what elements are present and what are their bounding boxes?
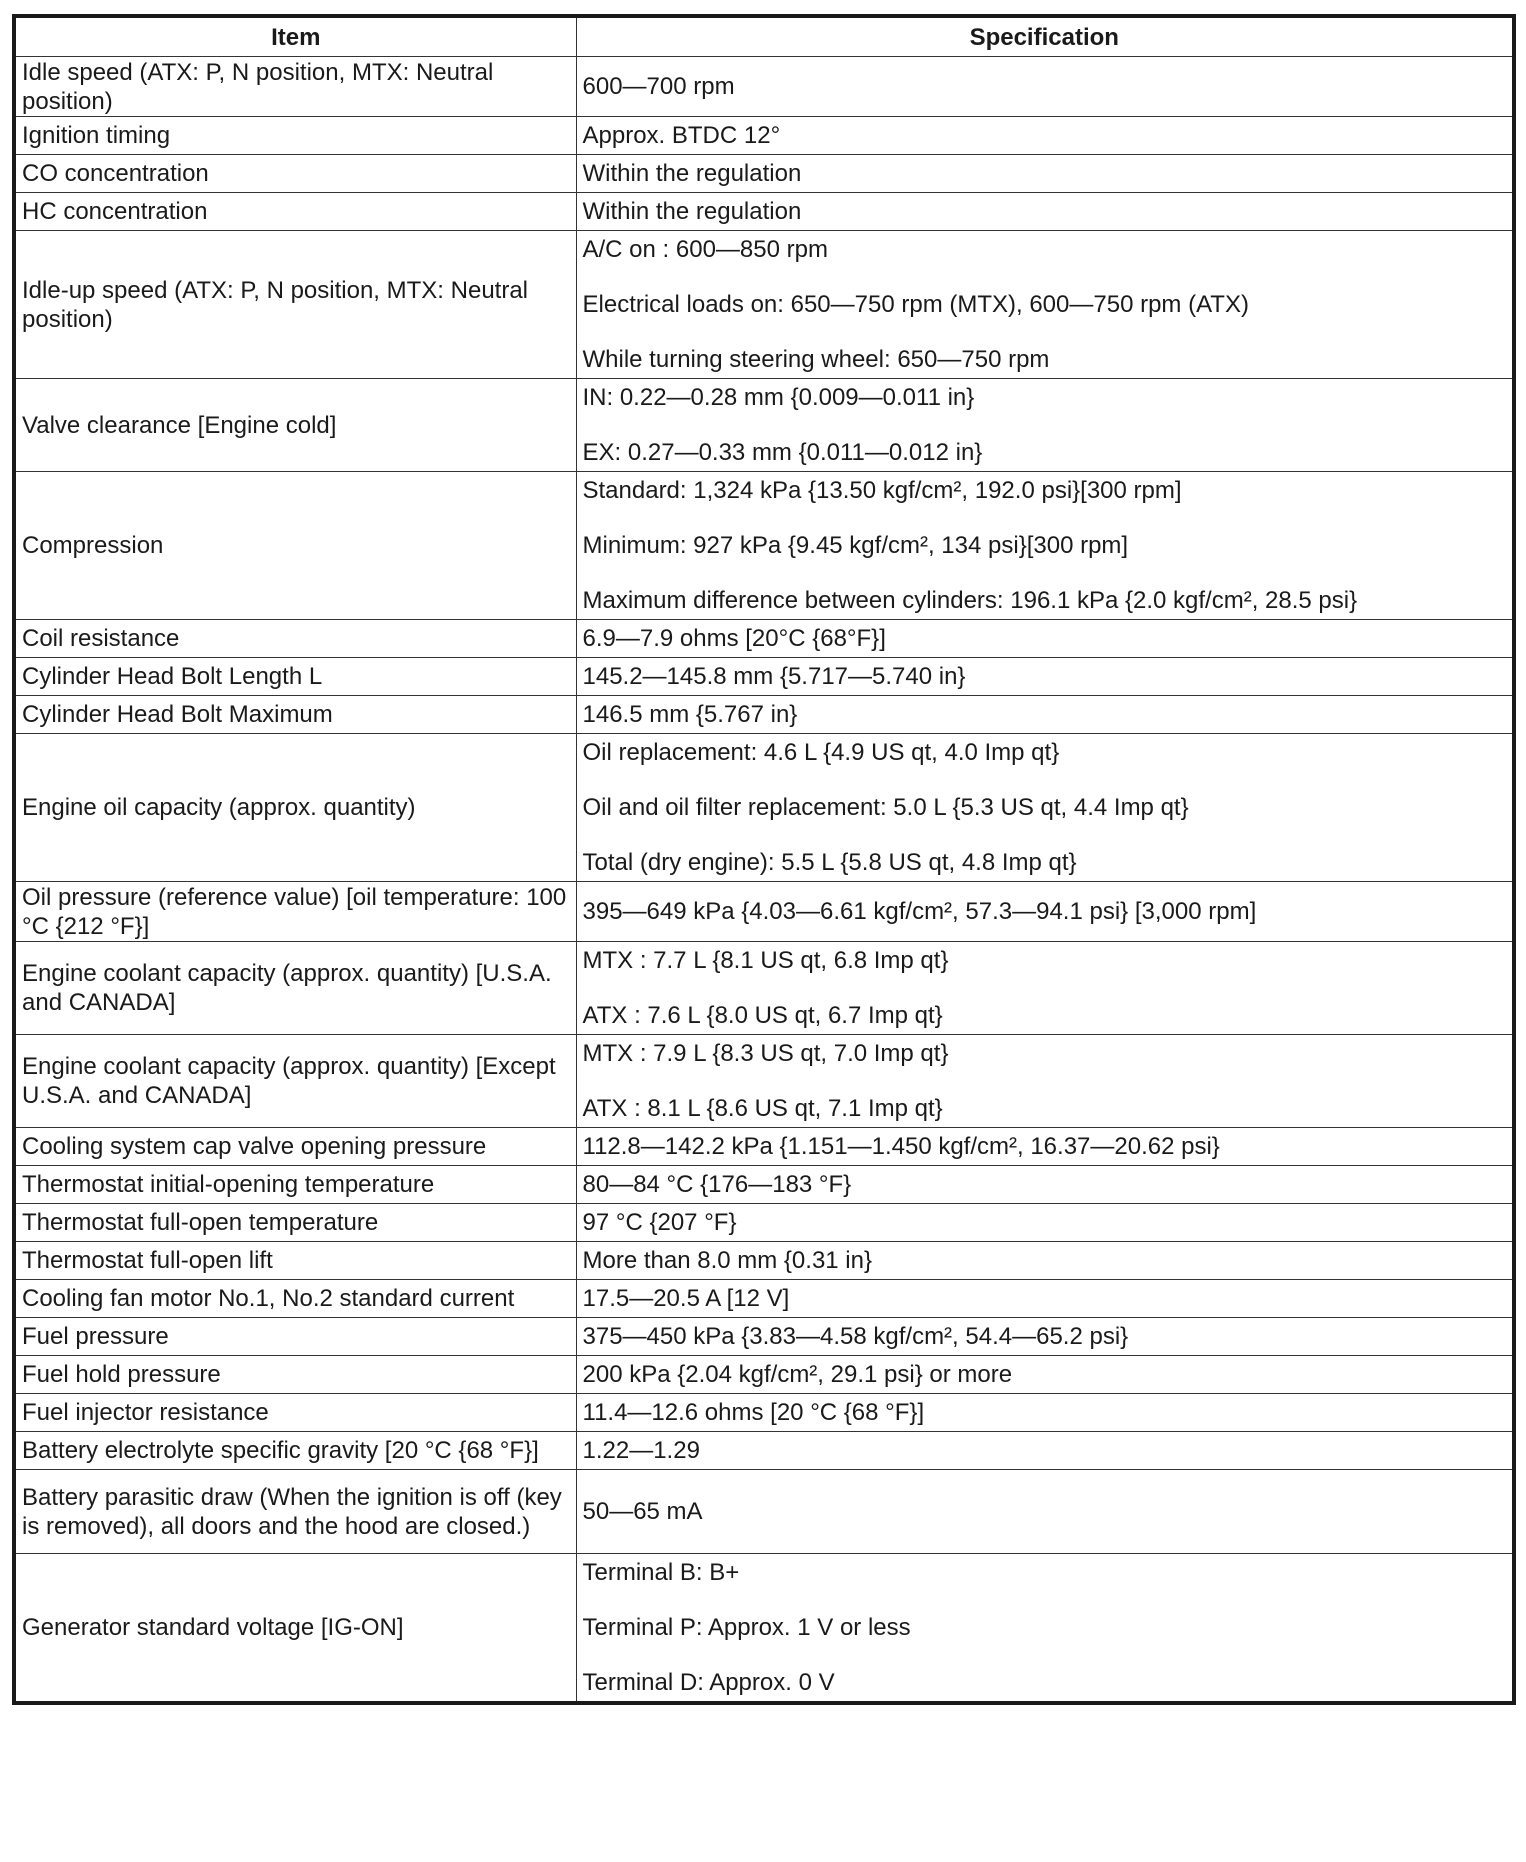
item-cell: Fuel injector resistance: [14, 1394, 576, 1432]
specification-cell: [576, 1204, 1514, 1242]
specification-line: 112.8—142.2 kPa {1.151—1.450 kgf/cm², 16.37—20.62 psi}: [582, 1133, 1220, 1160]
specification-cell: [576, 1470, 1514, 1554]
specification-line: Electrical loads on: 650—750 rpm (MTX), 600—750 rpm (ATX): [582, 291, 1249, 318]
specification-cell: [576, 231, 1514, 379]
table-row: [14, 658, 1514, 696]
table-row: [14, 193, 1514, 231]
specification-cell: [576, 193, 1514, 231]
specification-line: 17.5—20.5 A [12 V]: [582, 1285, 790, 1312]
specification-line: 50—65 mA: [582, 1498, 703, 1525]
table-row: [14, 620, 1514, 658]
specification-line: A/C on : 600—850 rpm: [582, 236, 828, 263]
table-row: [14, 734, 1514, 882]
specification-cell: [576, 1394, 1514, 1432]
specification-line: Terminal P: Approx. 1 V or less: [582, 1614, 911, 1641]
specification-line: 80—84 °C {176—183 °F}: [582, 1171, 852, 1198]
item-cell: Engine coolant capacity (approx. quantity) [U.S.A. and CANADA]: [14, 942, 576, 1035]
specification-cell: [576, 658, 1514, 696]
table-row: [14, 231, 1514, 379]
item-cell: Valve clearance [Engine cold]: [14, 379, 576, 472]
item-cell: Cooling system cap valve opening pressure: [14, 1128, 576, 1166]
table-row: [14, 696, 1514, 734]
specification-cell: [576, 155, 1514, 193]
item-cell: Coil resistance: [14, 620, 576, 658]
specification-cell: [576, 117, 1514, 155]
specification-table: [12, 14, 1516, 1705]
specification-line: Standard: 1,324 kPa {13.50 kgf/cm², 192.0 psi}[300 rpm]: [582, 477, 1182, 504]
specification-cell: [576, 1280, 1514, 1318]
table-row: [14, 117, 1514, 155]
specification-cell: [576, 1432, 1514, 1470]
table-row: [14, 882, 1514, 942]
table-row: [14, 472, 1514, 620]
specification-cell: [576, 1166, 1514, 1204]
specification-line: Approx. BTDC 12°: [582, 122, 781, 149]
specification-cell: [576, 696, 1514, 734]
item-cell: Engine oil capacity (approx. quantity): [14, 734, 576, 882]
item-cell: Engine coolant capacity (approx. quantity) [Except U.S.A. and CANADA]: [14, 1035, 576, 1128]
item-cell: Oil pressure (reference value) [oil temperature: 100 °C {212 °F}]: [14, 882, 576, 942]
specification-line: Within the regulation: [582, 198, 802, 225]
item-cell: Battery parasitic draw (When the ignition is off (key is removed), all doors and the hood are closed.): [14, 1470, 576, 1554]
table-body: [14, 57, 1514, 1704]
item-column-header: Item: [14, 16, 576, 57]
item-cell: HC concentration: [14, 193, 576, 231]
item-cell: Cooling fan motor No.1, No.2 standard current: [14, 1280, 576, 1318]
table-row: [14, 155, 1514, 193]
specification-line: 395—649 kPa {4.03—6.61 kgf/cm², 57.3—94.1 psi} [3,000 rpm]: [582, 898, 1257, 925]
table-row: [14, 1166, 1514, 1204]
specification-line: 11.4—12.6 ohms [20 °C {68 °F}]: [582, 1399, 925, 1426]
item-cell: Thermostat full-open lift: [14, 1242, 576, 1280]
item-cell: Generator standard voltage [IG-ON]: [14, 1554, 576, 1704]
specification-line: Terminal D: Approx. 0 V: [582, 1669, 835, 1696]
specification-line: Total (dry engine): 5.5 L {5.8 US qt, 4.8 Imp qt}: [582, 849, 1077, 876]
specification-cell: [576, 1554, 1514, 1704]
specification-cell: [576, 1128, 1514, 1166]
specification-cell: [576, 734, 1514, 882]
specification-cell: [576, 1035, 1514, 1128]
specification-line: 97 °C {207 °F}: [582, 1209, 737, 1236]
table-row: [14, 1318, 1514, 1356]
item-cell: Thermostat initial-opening temperature: [14, 1166, 576, 1204]
item-cell: Thermostat full-open temperature: [14, 1204, 576, 1242]
specification-line: IN: 0.22—0.28 mm {0.009—0.011 in}: [582, 384, 975, 411]
item-cell: Cylinder Head Bolt Length L: [14, 658, 576, 696]
item-cell: Idle-up speed (ATX: P, N position, MTX: Neutral position): [14, 231, 576, 379]
specification-line: ATX : 8.1 L {8.6 US qt, 7.1 Imp qt}: [582, 1095, 943, 1122]
table-row: [14, 1035, 1514, 1128]
table-row: [14, 1470, 1514, 1554]
specification-line: 145.2—145.8 mm {5.717—5.740 in}: [582, 663, 966, 690]
specification-line: Maximum difference between cylinders: 196.1 kPa {2.0 kgf/cm², 28.5 psi}: [582, 587, 1358, 614]
table-row: [14, 942, 1514, 1035]
specification-line: 600—700 rpm: [582, 73, 735, 100]
item-cell: Ignition timing: [14, 117, 576, 155]
specification-cell: [576, 1356, 1514, 1394]
item-cell: Fuel pressure: [14, 1318, 576, 1356]
specification-line: Oil and oil filter replacement: 5.0 L {5.3 US qt, 4.4 Imp qt}: [582, 794, 1189, 821]
item-cell: CO concentration: [14, 155, 576, 193]
specification-line: MTX : 7.7 L {8.1 US qt, 6.8 Imp qt}: [582, 947, 949, 974]
table-row: [14, 1280, 1514, 1318]
specification-cell: [576, 942, 1514, 1035]
table-row: [14, 1128, 1514, 1166]
table-row: [14, 1554, 1514, 1704]
specification-line: Oil replacement: 4.6 L {4.9 US qt, 4.0 Imp qt}: [582, 739, 1060, 766]
specification-line: 200 kPa {2.04 kgf/cm², 29.1 psi} or more: [582, 1361, 1013, 1388]
specification-column-header: Specification: [576, 16, 1514, 57]
specification-line: Minimum: 927 kPa {9.45 kgf/cm², 134 psi}[300 rpm]: [582, 532, 1129, 559]
specification-line: While turning steering wheel: 650—750 rpm: [582, 346, 1050, 373]
item-cell: Battery electrolyte specific gravity [20 °C {68 °F}]: [14, 1432, 576, 1470]
specification-cell: [576, 620, 1514, 658]
specification-line: 6.9—7.9 ohms [20°C {68°F}]: [582, 625, 886, 652]
specification-line: 146.5 mm {5.767 in}: [582, 701, 798, 728]
specification-line: 375—450 kPa {3.83—4.58 kgf/cm², 54.4—65.2 psi}: [582, 1323, 1129, 1350]
specification-line: Within the regulation: [582, 160, 802, 187]
table-row: [14, 1204, 1514, 1242]
specification-cell: [576, 882, 1514, 942]
specification-line: 1.22—1.29: [582, 1437, 700, 1464]
item-cell: Fuel hold pressure: [14, 1356, 576, 1394]
table-row: [14, 1432, 1514, 1470]
item-cell: Compression: [14, 472, 576, 620]
table-row: [14, 1356, 1514, 1394]
specification-cell: [576, 1318, 1514, 1356]
specification-cell: [576, 472, 1514, 620]
table-row: [14, 1242, 1514, 1280]
item-cell: Cylinder Head Bolt Maximum: [14, 696, 576, 734]
table-row: [14, 1394, 1514, 1432]
specification-line: More than 8.0 mm {0.31 in}: [582, 1247, 872, 1274]
specification-cell: [576, 1242, 1514, 1280]
header-row: [14, 16, 1514, 57]
specification-line: Terminal B: B+: [582, 1559, 740, 1586]
specification-cell: [576, 379, 1514, 472]
item-cell: Idle speed (ATX: P, N position, MTX: Neutral position): [14, 57, 576, 117]
table-row: [14, 379, 1514, 472]
specification-line: ATX : 7.6 L {8.0 US qt, 6.7 Imp qt}: [582, 1002, 943, 1029]
specification-cell: [576, 57, 1514, 117]
specification-line: EX: 0.27—0.33 mm {0.011—0.012 in}: [582, 439, 983, 466]
table-row: [14, 57, 1514, 117]
specification-line: MTX : 7.9 L {8.3 US qt, 7.0 Imp qt}: [582, 1040, 949, 1067]
